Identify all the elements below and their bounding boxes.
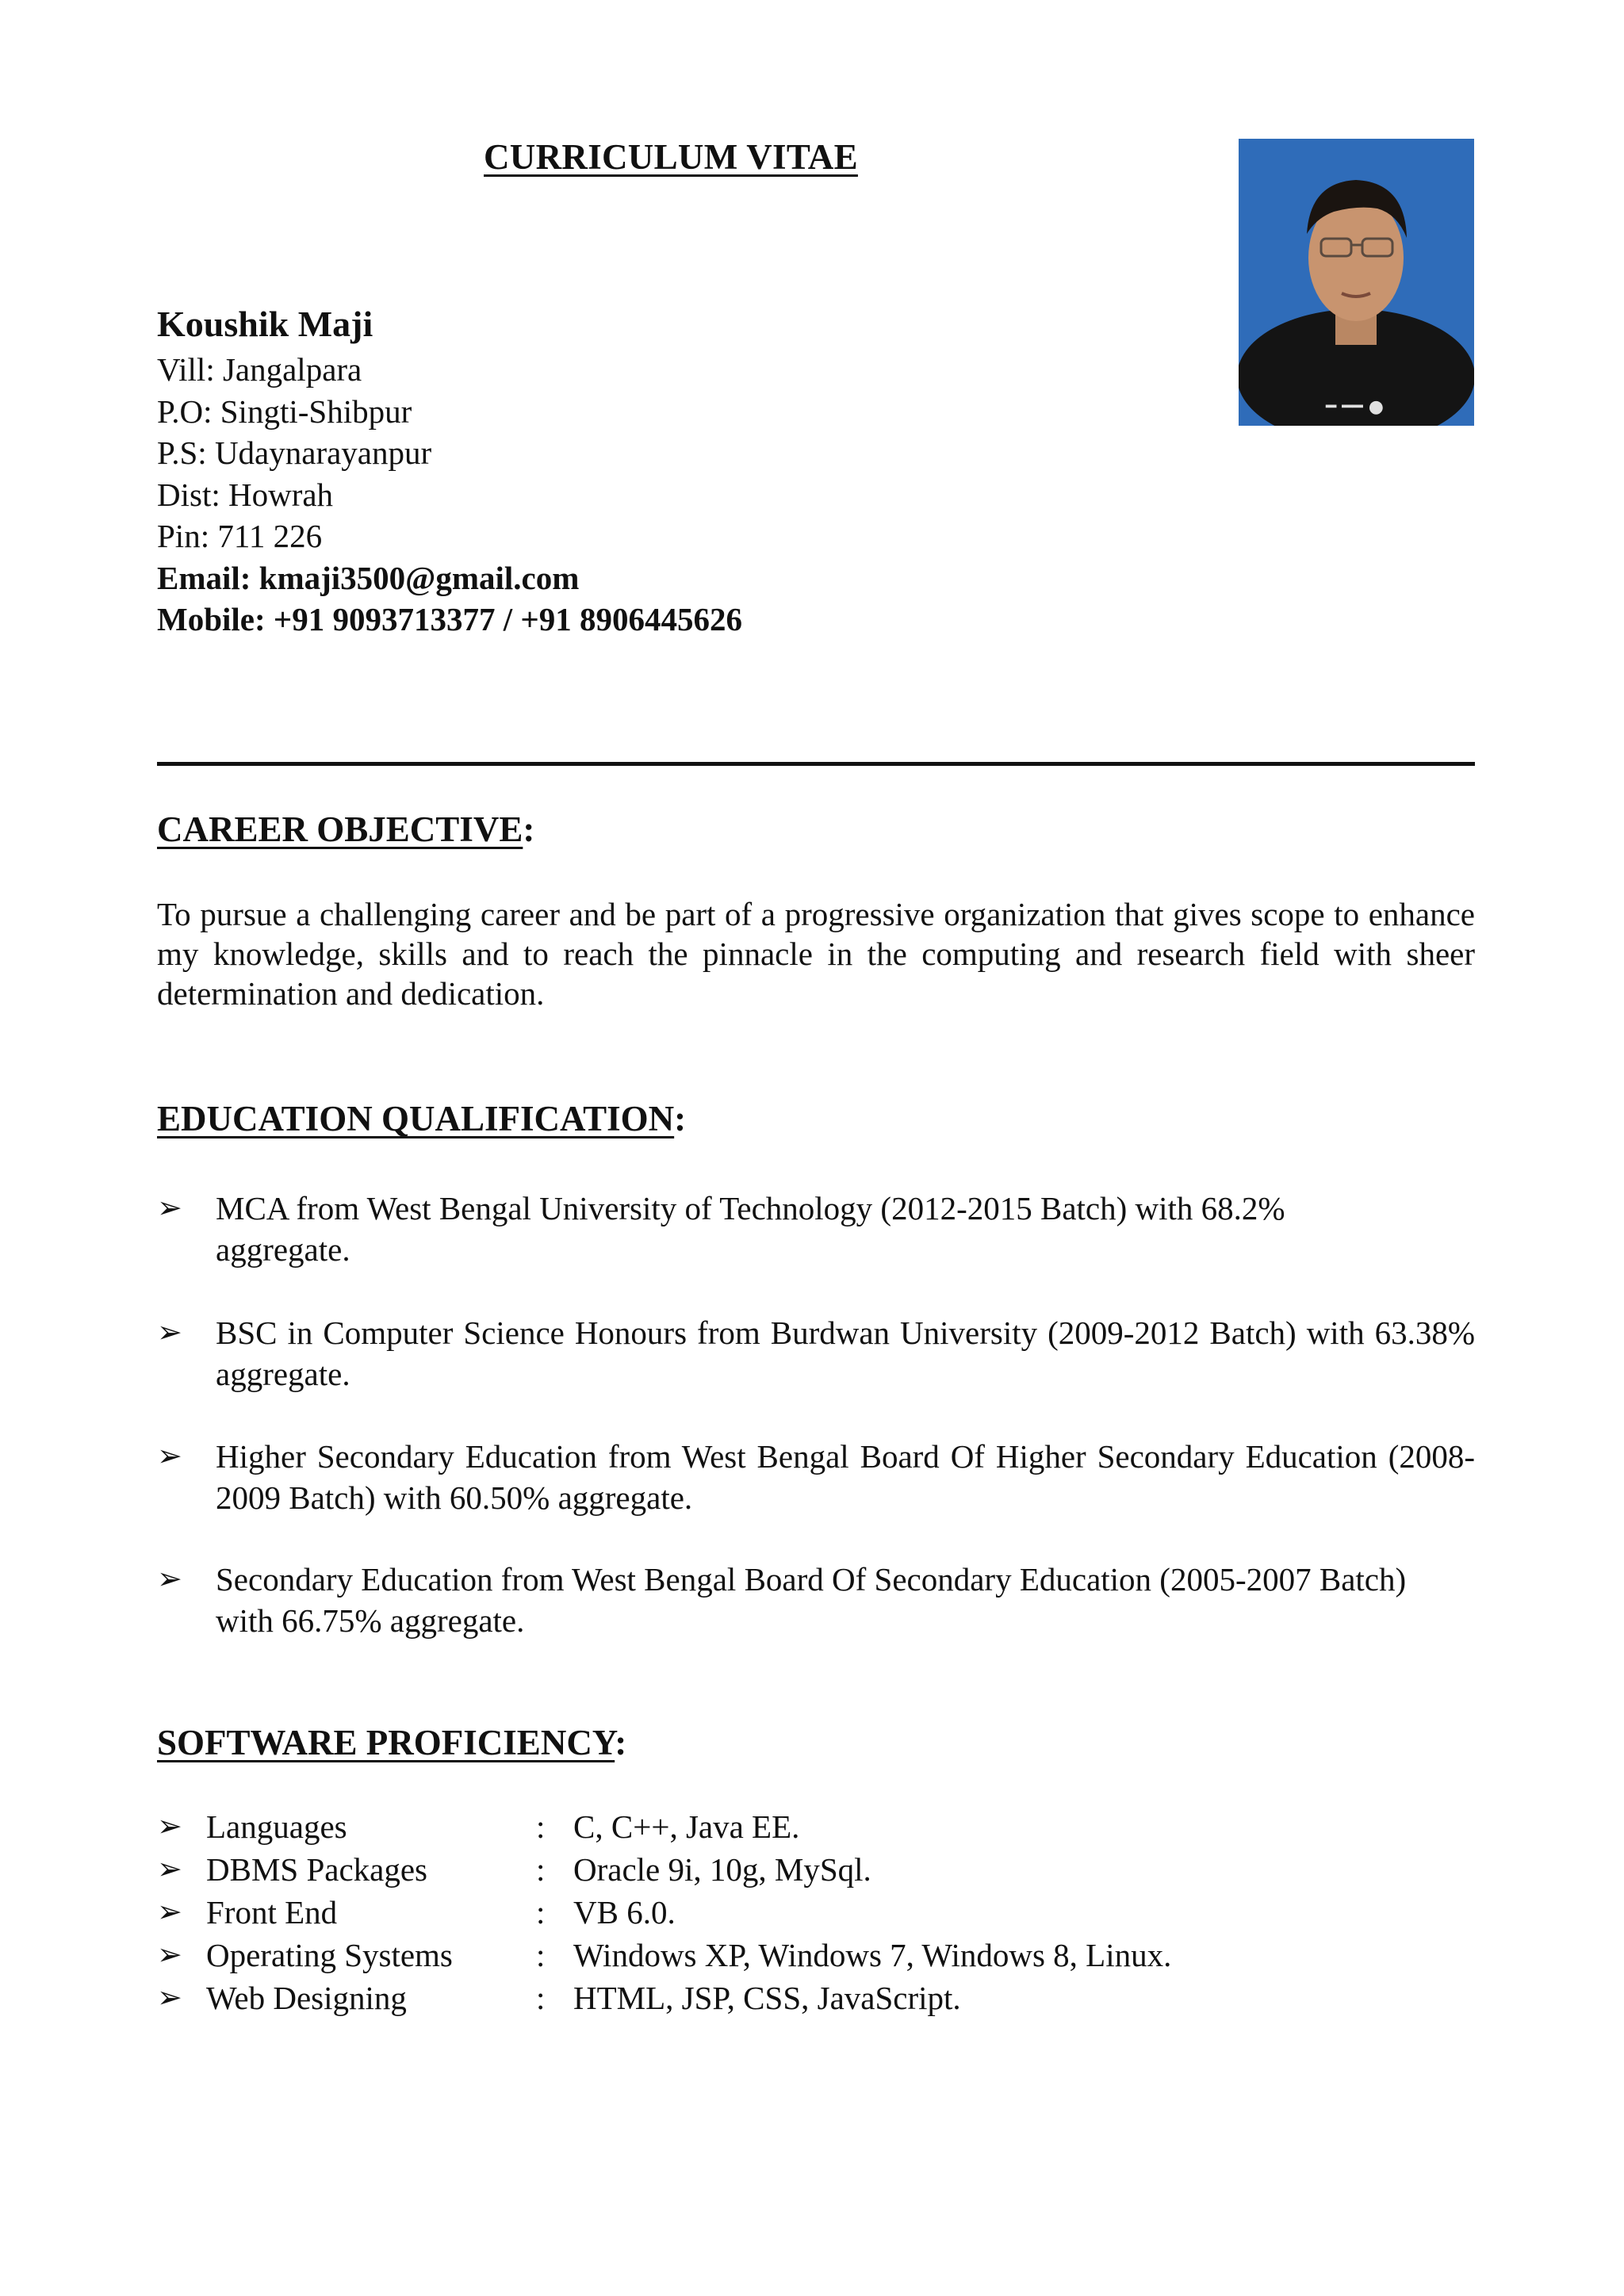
address-post-office: P.O: Singti-Shibpur [157, 392, 412, 430]
software-label: DBMS Packages [206, 1851, 428, 1888]
software-value: Oracle 9i, 10g, MySql. [573, 1851, 871, 1888]
section-divider [157, 762, 1475, 766]
education-item: ➢ Secondary Education from West Bengal Board Of Secondary Education (2005-2007 Batch) with 66.75% aggregate. [157, 1559, 1475, 1641]
software-colon: : [536, 1851, 546, 1888]
software-heading: SOFTWARE PROFICIENCY: [157, 1723, 627, 1762]
software-label: Operating Systems [206, 1937, 453, 1973]
education-item: ➢ BSC in Computer Science Honours from Burdwan University (2009-2012 Batch) with 63.38% aggregate. [157, 1312, 1475, 1395]
mobile-line: Mobile: +91 9093713377 / +91 8906445626 [157, 601, 742, 637]
address-pin: Pin: 711 226 [157, 518, 323, 554]
software-colon: : [536, 1894, 546, 1931]
software-label: Web Designing [206, 1980, 407, 2016]
address-district: Dist: Howrah [157, 476, 334, 513]
education-heading: EDUCATION QUALIFICATION: [157, 1099, 687, 1138]
profile-photo-image [1239, 139, 1474, 426]
software-value: HTML, JSP, CSS, JavaScript. [573, 1980, 961, 2016]
bullet-icon: ➢ [157, 1563, 182, 1596]
document-title: CURRICULUM VITAE [484, 137, 858, 177]
bullet-icon: ➢ [157, 1440, 182, 1473]
bullet-icon: ➢ [157, 1810, 182, 1843]
photo-shirt-print: ━ ━━ ● [1326, 397, 1384, 417]
software-row-dbms [157, 1848, 1475, 1891]
software-row-web [157, 1976, 1475, 2019]
software-colon: : [536, 1808, 546, 1845]
address-police-station: P.S: Udaynarayanpur [157, 434, 432, 471]
software-row-front-end [157, 1891, 1475, 1934]
address-village: Vill: Jangalpara [157, 351, 362, 388]
software-label: Languages [206, 1808, 347, 1845]
career-objective-heading: CAREER OBJECTIVE: [157, 809, 535, 849]
software-label: Front End [206, 1894, 338, 1931]
profile-photo [1239, 139, 1474, 426]
email-line: Email: kmaji3500@gmail.com [157, 559, 580, 596]
software-value: Windows XP, Windows 7, Windows 8, Linux. [573, 1937, 1172, 1973]
education-item: ➢ MCA from West Bengal University of Technology (2012-2015 Batch) with 68.2% aggregate. [157, 1188, 1475, 1270]
software-value: VB 6.0. [573, 1894, 676, 1931]
software-colon: : [536, 1937, 546, 1973]
person-name: Koushik Maji [157, 304, 373, 344]
education-item: ➢ Higher Secondary Education from West Bengal Board Of Higher Secondary Education (2008-2009 Batch) with 60.50% aggregate. [157, 1436, 1475, 1518]
career-objective-text: To pursue a challenging career and be part of a progressive organization that gives scope to enhance my knowledge, skills and to reach the pinnacle in the computing and research field with sheer determination and dedication. [157, 896, 1475, 1012]
bullet-icon: ➢ [157, 1192, 182, 1225]
bullet-icon: ➢ [157, 1938, 182, 1972]
software-colon: : [536, 1980, 546, 2016]
bullet-icon: ➢ [157, 1316, 182, 1349]
bullet-icon: ➢ [157, 1981, 182, 2015]
contact-block [157, 300, 1188, 641]
bullet-icon: ➢ [157, 1853, 182, 1886]
software-list [157, 1805, 1475, 2019]
software-row-languages [157, 1805, 1475, 1848]
bullet-icon: ➢ [157, 1896, 182, 1929]
software-value: C, C++, Java EE. [573, 1808, 800, 1845]
software-row-os [157, 1934, 1475, 1976]
